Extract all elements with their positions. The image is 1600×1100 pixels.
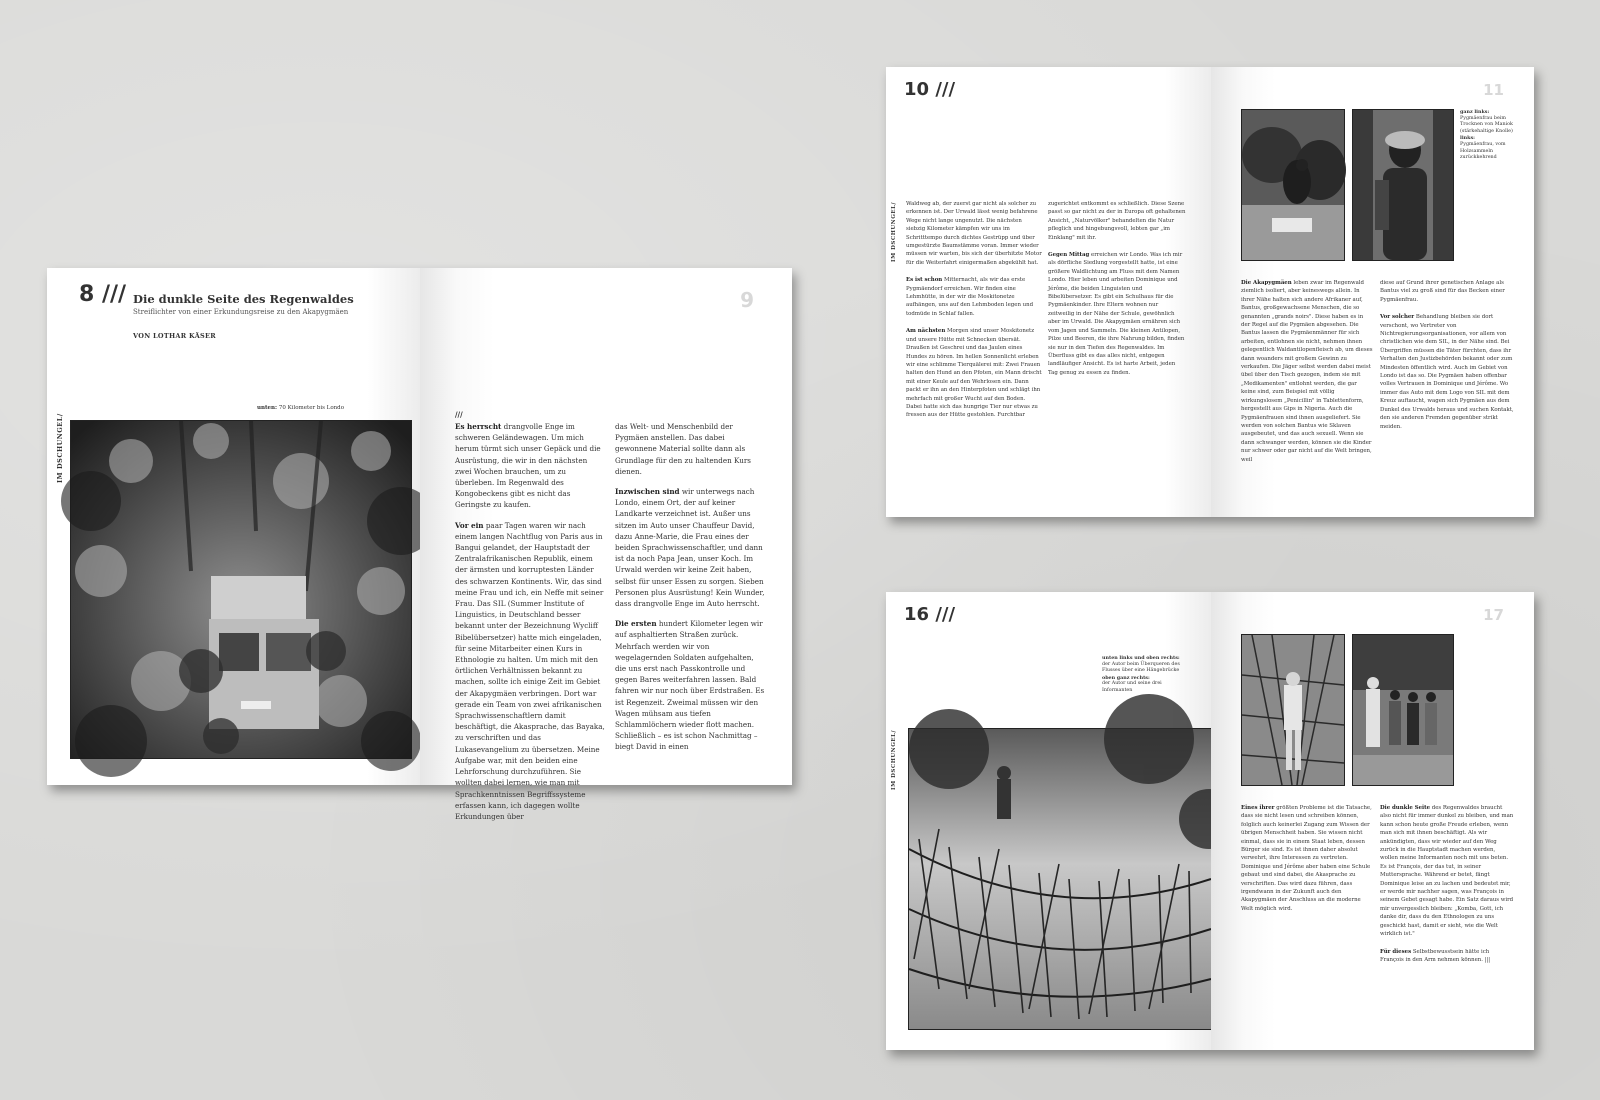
page-11 [1211,67,1534,517]
paragraph: Eines ihrer größten Probleme ist die Tatsache, dass sie nicht lesen und schreiben können, folglich auch keinerlei Zugang zum Wissen der übrigen Menschheit haben. Sie wissen nicht einmal, dass sie in einem Staat leben, dessen Bürger sie sind. Es ist ihnen daher absolut verwehrt, ihre Interessen zu vertreten. Dominique und Jérôme aber haben eine Schule gebaut und sind dabei, die Akasprache zu verschriften. Das wird dazu führen, dass irgendwann in der Zukunft auch den Akapygmäen der Anschluss an die moderne Welt möglich wird. [1241,805,1372,912]
article-column-3 [1241,279,1373,509]
page-number-9: 9 [740,288,754,312]
article-column-2 [615,421,767,766]
caption-text: Pygmäenfrau beim Trocknen von Maniok (stärkehaltige Knolle) [1460,115,1513,134]
photo-captions [1460,109,1520,162]
photo-caption [257,405,344,411]
spread-pages-16-17 [886,592,1534,1050]
column-marker: /// [455,410,463,419]
page-number-10: 10 /// [904,79,956,100]
spread-pages-8-9 [47,268,792,821]
hanging-bridge-photo [908,728,1212,1030]
paragraph: Es ist schon Mitternacht, als wir das erste Pygmäendorf erreichen. Wir finden eine Lehmhütte, in der wir die Moskitonetze aufhängen, uns auf den Lehmboden legen und todmüde in Schlaf fallen. [906,277,1034,317]
caption-text: Pygmäenfrau, vom Holzsammeln zurückkehrend [1460,141,1506,161]
paragraph: Vor ein paar Tagen waren wir nach einem langen Nachtflug von Paris aus in Bangui gelandet, der Hauptstadt der Zentralafrikanischen Republik, einem der ärmsten und korruptesten Länder des schwarzen Kontinents. Wir, das sind meine Frau und ich, ein Neffe mit seiner Frau. Das SIL (Summer Institute of Linguistics, in Deutschland besser bekannt unter der Bezeichnung Wycliff Bibelübersetzer) hatte mich eingeladen, für seine Mitarbeiter einen Kurs in Ethnologie zu halten. Um mich mit den örtlichen Verhältnissen bekannt zu machen, sollte ich einige Zeit im Gebiet der Akapygmäen verbringen. Dort war gerade ein Team von zwei afrikanischen Sprachwissenschaftlern damit beschäftigt, die Akasprache, das Bayaka, zu verschriften und das Lukasevangelium zu übersetzen. Meine Aufgabe war, mit den beiden eine Lehrforschung durchzuführen. Sie wollten dabei lernen, wie man mit Sprachkenntnissen Begriffssysteme erfassen kann, ich dagegen wollte Erkundungen über [455,520,605,821]
article-title: Die dunkle Seite des Regenwaldes [133,292,354,306]
caption-bold: oben ganz rechts: [1102,674,1150,681]
spread-pages-10-11 [886,67,1534,517]
paragraph: zugerichtet entkommt es schließlich. Diese Szene passt so gar nicht zu der in Europa oft gehaltenen Ansicht, „Naturvölker" behandelten die Natur pfleglich und hingebungsvoll, lebten gar „im Einklang" mit ihr. [1048,201,1186,241]
paragraph: Waldweg ab, der zuerst gar nicht als solcher zu erkennen ist. Der Urwald lässt wenig befahrene Wege nicht lange ungenutzt. Die nächsten siebzig Kilometer kämpfen wir uns im Schritttempo durch dichtes Gestrüpp und über umgestürzte Baumstämme voran. Immer wieder müssen wir warten, bis sich der überhitzte Motor für die Weiterfahrt einigermaßen abgekühlt hat. [906,201,1042,266]
article-column-2 [1048,200,1186,510]
paragraph: Für dieses Selbstbewusstsein hätte ich François in den Arm nehmen können. ||| [1380,948,1491,963]
caption-bold: links: [1460,135,1475,142]
article-column-4 [1380,279,1514,509]
photo-caption-bold: unten: [257,405,278,411]
section-label: IM DSCHUNGEL/ [891,730,897,790]
caption-bold: ganz links: [1460,109,1490,115]
article-column-2 [1380,804,1514,1042]
section-label: IM DSCHUNGEL/ [56,413,64,483]
page-number-11: 11 [1483,81,1504,99]
page-8 [47,268,420,785]
page-number-8: 8 /// [79,282,127,307]
paragraph: Es herrscht drangvolle Enge im schweren Geländewagen. Um mich herum türmt sich unser Gepäck und die Ausrüstung, die wir in den nächsten zwei Wochen brauchen, um zu überleben. Im Regenwald des Kongobeckens gibt es nicht das Geringste zu kaufen. [455,422,601,510]
article-column-1 [455,421,605,821]
photo-caption-text: 70 Kilometer bis Londo [277,405,345,411]
caption-bold: unten links und oben rechts: [1102,655,1180,661]
woman-drying-maniok-photo [1241,109,1345,261]
article-column-1 [1241,804,1373,1042]
page-17 [1211,592,1534,1050]
paragraph: Am nächsten Morgen sind unser Moskitonetz und unsere Hütte mit Schnecken übersät. Draußen ist Geschrei und das Jaulen eines Hundes zu hören. Im hellen Sonnenlicht erleben wir eine schlimme Tierquälerei mit: Zwei Frauen halten den Hund an den Pfoten, ein Mann drischt mit einer Keule auf den Wehrlosen ein. Dann packt er ihn an den Hinterpfoten und schlägt ihn mehrfach mit großer Wucht auf den Boden. Dabei hatte sich das hungrige Tier nur etwas zu fressen aus der Hütte gestohlen. Furchtbar [906,328,1042,419]
page-10 [886,67,1211,517]
author-with-informants-photo [1352,634,1454,786]
page-number-16: 16 /// [904,604,956,625]
page-16 [886,592,1211,1050]
paragraph: Vor solcher Behandlung bleiben sie dort verschont, wo Vertreter von Nichtregierungsorganisationen, vor allem von christlichen wie dem SIL, in der Nähe sind. Bei Übergriffen müssen die Täter fürchten, dass ihr Verhalten den Justizbehörden bekannt oder zum Mindesten öffentlich wird. Auch im Gebiet von Londo ist das so. Die Pygmäen haben offenbar volles Vertrauen in Dominique und Jérôme. Wo immer das Auto mit dem Logo von SIL mit dem Kreuz auftaucht, wagen sich Pygmäen aus dem Dunkel des Urwalds heraus und suchen Kontakt, den sie anderen Fremden gegenüber strikt meiden. [1380,314,1514,430]
paragraph: Die ersten hundert Kilometer legen wir auf asphaltierten Straßen zurück. Mehrfach werden wir von wegelagernden Soldaten aufgehalten, die uns erst nach Passkontrolle und gegen Bares weiterfahren lassen. Bald fahren wir nur noch über Erdstraßen. Es ist Regenzeit. Zweimal müssen wir den Wagen mühsam aus tiefen Schlammlöchern wieder flott machen. Schließlich – es ist schon Nachmittag – biegt David in einen [615,619,765,752]
paragraph: Die Akapygmäen leben zwar im Regenwald ziemlich isoliert, aber keineswegs allein. In ihrer Nähe halten sich andere Afrikaner auf, Bantus, großgewachsene Menschen, die so genannten „grands noirs". Diese haben es in der Regel auf die Pygmäen abgesehen. Die Bantus lassen die Pygmäenmänner für sich arbeiten, entlohnen sie nicht, nehmen ihnen gelegentlich Waldantilopenfleisch ab, um dieses dann woanders mit großem Gewinn zu verkaufen. Die Jäger selbst werden dabei meist übel über den Tisch gezogen, indem sie mit „Medikamenten" entlohnt werden, die gar keine sind, zum Beispiel mit völlig wirkungslosem „Penicillin" in Tablettenform, hergestellt aus Gips in Nigeria. Auch die Pygmäenfrauen sind ihnen ausgeliefert. Sie werden von solchen Bantus wie Sklaven ausgebeutet, und das auch sexuell. Wenn sie dann schwanger werden, können sie die Kinder nur schwer oder gar nicht auf die Welt bringen, weil [1241,280,1373,463]
woman-returning-photo [1352,109,1454,261]
paragraph: Die dunkle Seite des Regenwaldes braucht also nicht für immer dunkel zu bleiben, und man kann schon heute große Freude erleben, wenn man sich mit ihnen beschäftigt. Als wir ankündigten, dass wir wieder auf den Weg zurück in die Hauptstadt machen werden, wollen meine Informanten noch mit uns beten. Es ist François, der das tut, in seiner Muttersprache. Während er betet, fängt Dominique leise an zu lachen und bedeutet mir, er werde mir nachher sagen, was François in seinem Gebet gesagt habe. Ein Satz daraus wird mir unvergesslich bleiben: „Komba, Gott, ich danke dir, dass du den Ethnologen zu uns geschickt hast, damit er sieht, wie die Welt wirklich ist." [1380,805,1514,938]
caption-text: der Autor beim Überqueren des Flusses über eine Hängebrücke [1102,661,1180,674]
page-number-17: 17 [1483,606,1504,624]
article-column-1 [906,200,1042,510]
article-author: VON LOTHAR KÄSER [133,332,216,340]
paragraph: das Welt- und Menschenbild der Pygmäen anstellen. Das dabei gewonnene Material sollte dann als Grundlage für den zu haltenden Kurs dienen. [615,422,751,476]
bridge-photo-captions [1102,655,1182,695]
paragraph: diese auf Grund ihrer genetischen Anlage als Bantus viel zu groß sind für das Becken einer Pygmäenfrau. [1380,280,1505,303]
jungle-car-photo [70,420,412,759]
paragraph: Gegen Mittag erreichen wir Londo. Was ich mir als dörfliche Siedlung vorgestellt hatte, ist eine größere Waldlichtung am Fluss mit dem Namen Londo. Hier leben und arbeiten Dominique und Jérôme, die beiden Linguisten und Bibelübersetzer. Es gibt ein Schulhaus für die Pygmäenkinder. Ihre Eltern wohnen nur zeitweilig in der Nähe der Schule, gewöhnlich aber im Urwald. Die Akapygmäen ernähren sich vom Jagen und Sammeln. Die kleinen Antilopen, Pilze und Beeren, die ihre Nahrung bilden, finden sie nur in den Tiefen des Regenwaldes. Im Überfluss gibt es das alles nicht, entgegen landläufiger Ansicht. Es ist harte Arbeit, jeden Tag genug zu essen zu finden. [1048,252,1185,376]
caption-text: der Autor und seine drei Informanten [1102,681,1162,693]
article-subtitle: Streiflichter von einer Erkundungsreise zu den Akapygmäen [133,308,349,316]
author-on-bridge-photo [1241,634,1345,786]
page-9 [420,268,792,821]
paragraph: Inzwischen sind wir unterwegs nach Londo, einem Ort, der auf keiner Landkarte verzeichnet ist. Außer uns sitzen im Auto unser Chauffeur David, dazu Anne-Marie, die Frau eines der beiden Sprachwissenschaftler, und dann ist da noch Papa Jean, unser Koch. Im Urwald werden wir keine Zeit haben, selbst für unser Essen zu sorgen. Sieben Personen plus Ausrüstung! Kein Wunder, dass drangvolle Enge im Auto herrscht. [615,487,765,609]
section-label: IM DSCHUNGEL/ [891,202,897,262]
